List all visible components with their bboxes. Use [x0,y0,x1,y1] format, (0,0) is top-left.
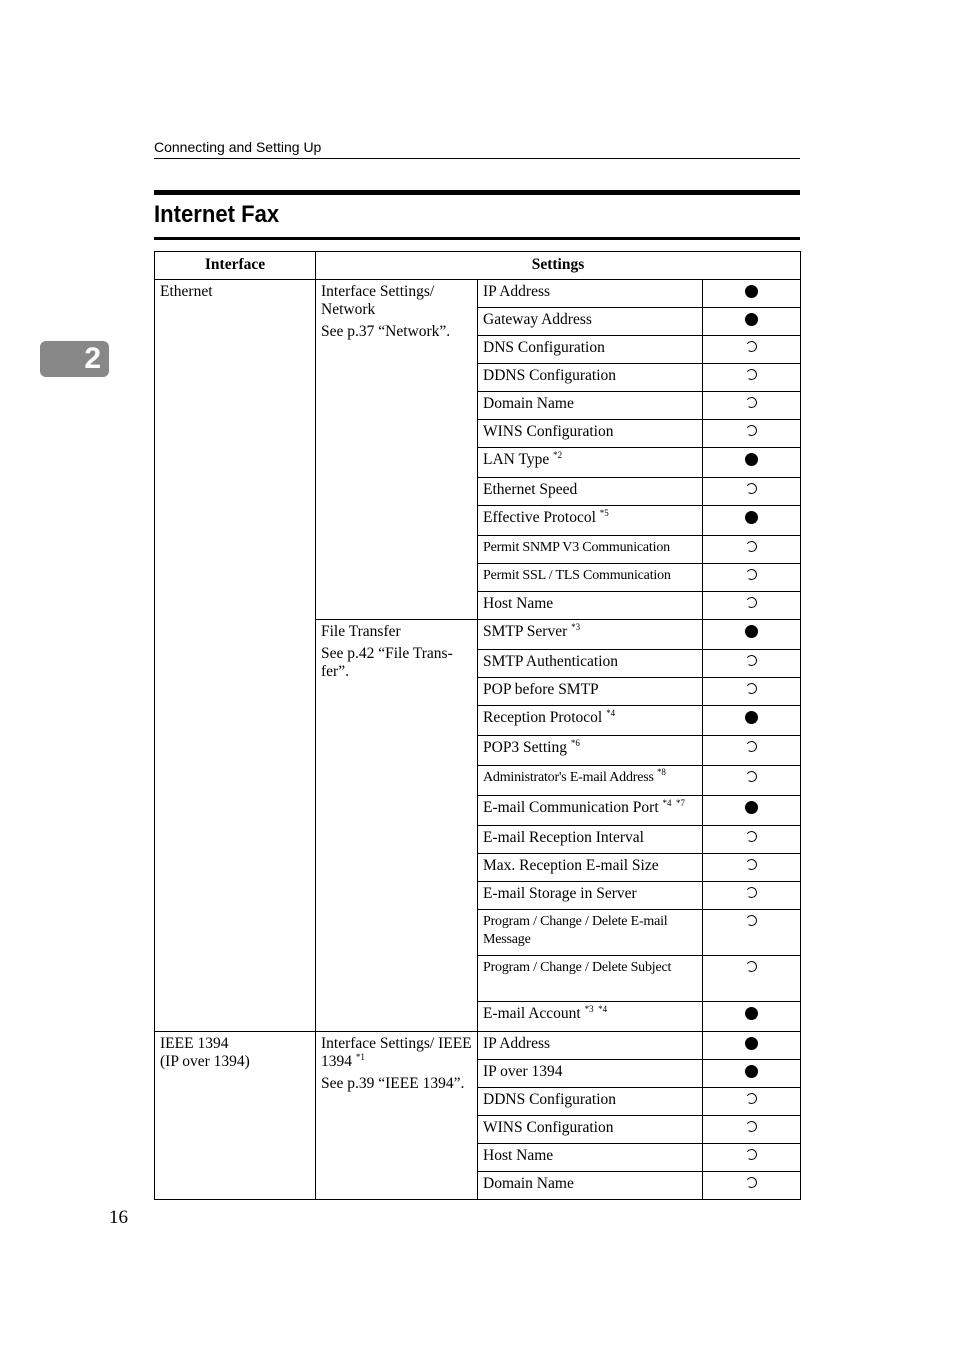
interface-cell [155,280,316,1032]
setting-item [478,882,703,910]
footnote-ref: *8 [657,767,666,777]
setting-name: Permit SSL / TLS Communication [483,568,671,583]
setting-name: SMTP Server [483,623,568,640]
open-circle-icon [745,424,758,437]
setting-name: DDNS Configuration [483,367,617,384]
settings-group-cell [316,1032,478,1200]
setting-item [478,706,703,736]
availability-cell [703,882,801,910]
setting-name: IP Address [483,1035,551,1052]
table-header-row [155,252,801,280]
setting-name: DNS Configuration [483,339,605,356]
running-header: Connecting and Setting Up [154,138,800,159]
filled-circle-icon [745,1007,758,1020]
setting-name: IP Address [483,283,551,300]
open-circle-icon [745,1176,758,1189]
open-circle-icon [745,568,758,581]
setting-item [478,826,703,854]
settings-table [154,251,801,1200]
setting-name: LAN Type [483,451,550,468]
setting-item [478,392,703,420]
open-circle-icon [745,682,758,695]
setting-name: SMTP Authentication [483,653,619,670]
setting-item [478,364,703,392]
availability-cell [703,854,801,882]
footnote-ref: *3 [571,622,581,632]
footnote-ref: *2 [553,450,563,460]
availability-cell [703,1032,801,1060]
availability-cell [703,448,801,478]
interface-name: IEEE 1394 [160,1035,229,1052]
column-header-interface: Interface [155,252,316,280]
setting-item [478,766,703,796]
open-circle-icon [745,1148,758,1161]
chapter-tab: 2 [40,341,109,377]
setting-name: Domain Name [483,1175,574,1192]
availability-cell [703,650,801,678]
setting-item [478,564,703,592]
open-circle-icon [745,960,758,973]
page-reference: See p.42 “File Trans-fer”. [321,645,453,680]
filled-circle-icon [745,285,758,298]
setting-name: Program / Change / Delete Subject [483,960,672,975]
open-circle-icon [745,770,758,783]
availability-cell [703,1088,801,1116]
setting-item [478,308,703,336]
setting-item [478,1088,703,1116]
availability-cell [703,766,801,796]
settings-group-cell [316,620,478,1032]
setting-name: DDNS Configuration [483,1091,617,1108]
footnote-ref: *1 [355,1052,365,1062]
filled-circle-icon [745,711,758,724]
availability-cell [703,910,801,956]
section-title: Internet Fax [154,201,280,228]
table-body [155,280,801,1200]
setting-name: Domain Name [483,395,574,412]
open-circle-icon [745,596,758,609]
availability-cell [703,736,801,766]
availability-cell [703,506,801,536]
setting-item [478,796,703,826]
setting-item [478,736,703,766]
page-reference: See p.37 “Network”. [321,323,451,340]
setting-item [478,420,703,448]
filled-circle-icon [745,1065,758,1078]
availability-cell [703,1172,801,1200]
setting-name: E-mail Storage in Server [483,885,637,902]
setting-name: E-mail Account [483,1005,581,1022]
setting-item [478,854,703,882]
open-circle-icon [745,886,758,899]
title-rule-top [154,190,800,195]
open-circle-icon [745,654,758,667]
setting-item [478,910,703,956]
interface-subname: (IP over 1394) [160,1053,250,1070]
filled-circle-icon [745,313,758,326]
availability-cell [703,592,801,620]
setting-item [478,592,703,620]
setting-name: Program / Change / Delete E-mail Message [483,914,668,947]
footnote-ref: *5 [599,508,609,518]
settings-group-label: File Transfer [321,623,401,640]
availability-cell [703,420,801,448]
availability-cell [703,564,801,592]
filled-circle-icon [745,453,758,466]
page-number: 16 [109,1207,128,1228]
interface-cell [155,1032,316,1200]
setting-item [478,506,703,536]
setting-name: Gateway Address [483,311,592,328]
table-row [155,280,801,308]
availability-cell [703,706,801,736]
setting-name: WINS Configuration [483,423,614,440]
filled-circle-icon [745,625,758,638]
setting-item [478,1144,703,1172]
setting-item [478,280,703,308]
setting-item [478,650,703,678]
page-reference: See p.39 “IEEE 1394”. [321,1075,465,1092]
open-circle-icon [745,396,758,409]
footnote-ref: *4 [606,708,616,718]
setting-item [478,336,703,364]
setting-name: Reception Protocol [483,709,603,726]
availability-cell [703,1116,801,1144]
availability-cell [703,620,801,650]
availability-cell [703,280,801,308]
setting-item [478,478,703,506]
availability-cell [703,678,801,706]
setting-name: Max. Reception E-mail Size [483,857,659,874]
availability-cell [703,392,801,420]
column-header-settings: Settings [316,252,801,280]
open-circle-icon [745,740,758,753]
setting-item [478,1002,703,1032]
setting-name: Ethernet Speed [483,481,578,498]
setting-item [478,1032,703,1060]
availability-cell [703,336,801,364]
setting-item [478,1060,703,1088]
availability-cell [703,536,801,564]
setting-name: E-mail Communication Port [483,799,659,816]
open-circle-icon [745,830,758,843]
setting-name: Host Name [483,595,554,612]
open-circle-icon [745,340,758,353]
setting-name: Host Name [483,1147,554,1164]
setting-name: WINS Configuration [483,1119,614,1136]
setting-item [478,536,703,564]
open-circle-icon [745,858,758,871]
open-circle-icon [745,368,758,381]
availability-cell [703,308,801,336]
filled-circle-icon [745,511,758,524]
setting-item [478,620,703,650]
filled-circle-icon [745,801,758,814]
footnote-ref: *4 *7 [662,798,686,808]
open-circle-icon [745,1120,758,1133]
setting-name: E-mail Reception Interval [483,829,644,846]
setting-item [478,956,703,1002]
setting-name: Permit SNMP V3 Communication [483,540,670,555]
setting-item [478,448,703,478]
filled-circle-icon [745,1037,758,1050]
table-row [155,1032,801,1060]
setting-item [478,1172,703,1200]
setting-item [478,1116,703,1144]
setting-name: Effective Protocol [483,509,596,526]
availability-cell [703,796,801,826]
open-circle-icon [745,914,758,927]
settings-group-label: Interface Settings/ IEEE 1394 [321,1035,472,1070]
title-rule-bottom [154,237,800,240]
availability-cell [703,1144,801,1172]
setting-item [478,678,703,706]
footnote-ref: *6 [570,738,580,748]
availability-cell [703,1060,801,1088]
setting-name: POP before SMTP [483,681,599,698]
interface-name: Ethernet [160,283,213,300]
open-circle-icon [745,540,758,553]
setting-name: IP over 1394 [483,1063,563,1080]
settings-group-cell [316,280,478,620]
setting-name: Administrator's E-mail Address [483,770,654,785]
open-circle-icon [745,1092,758,1105]
open-circle-icon [745,482,758,495]
setting-name: POP3 Setting [483,739,567,756]
settings-group-label: Interface Settings/ Network [321,283,435,318]
availability-cell [703,956,801,1002]
footnote-ref: *3 *4 [584,1004,608,1014]
availability-cell [703,1002,801,1032]
availability-cell [703,364,801,392]
availability-cell [703,826,801,854]
availability-cell [703,478,801,506]
